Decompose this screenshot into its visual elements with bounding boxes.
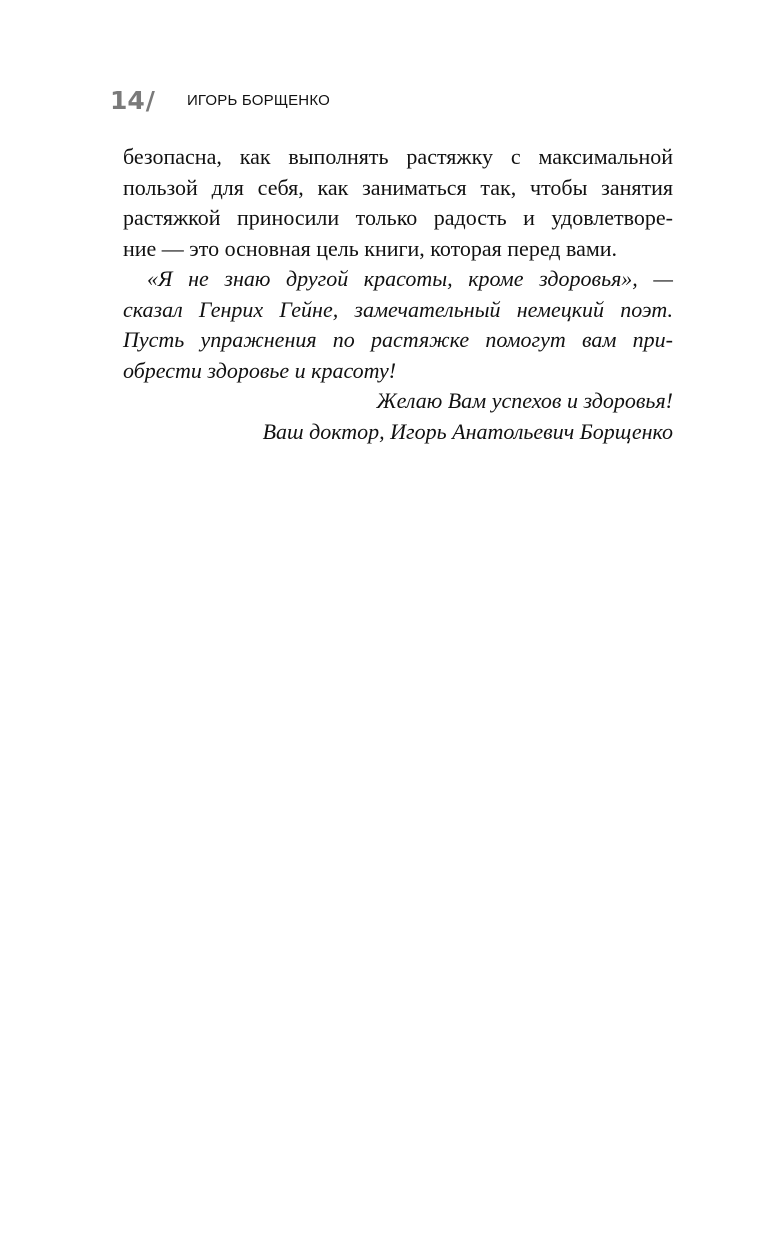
page-number-slash: / (145, 85, 155, 115)
quote-line: обрести здоровье и красоту! (123, 357, 397, 383)
paragraph-line: ние — это основная цель книги, которая перед вами. (123, 235, 618, 261)
quote-line: сказал Генрих Гейне, замечательный немецкий поэт. (123, 296, 673, 322)
paragraph-line: безопасна, как выполнять растяжку с максимальной (123, 144, 673, 169)
quote-line: Пусть упражнения по растяжке помогут вам при- (123, 327, 673, 352)
paragraph-line: пользой для себя, как заниматься так, чтобы занятия (123, 174, 673, 200)
paragraph-line: растяжкой приносили только радость и удовлетворе- (123, 205, 673, 230)
signature-block (263, 385, 673, 447)
body-text (123, 142, 673, 386)
quote-line: «Я не знаю другой красоты, кроме здоровья», — (147, 266, 673, 291)
page-header (110, 82, 330, 118)
running-head: ИГОРЬ БОРЩЕНКО (186, 91, 330, 109)
page-number: 14 (110, 85, 145, 115)
signature-author: Ваш доктор, Игорь Анатольевич Борщенко (262, 419, 673, 444)
signature-wish: Желаю Вам успехов и здоровья! (376, 388, 673, 413)
